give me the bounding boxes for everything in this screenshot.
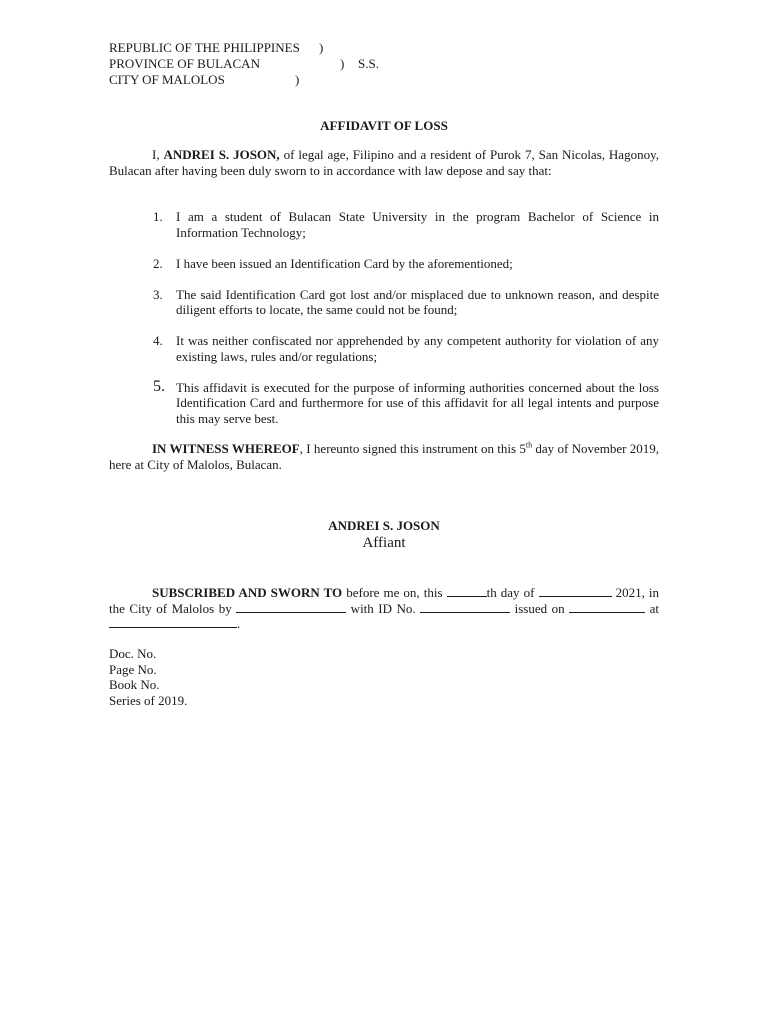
venue-line-city: CITY OF MALOLOS ) (109, 72, 300, 87)
series: Series of 2019. (109, 692, 188, 708)
venue-line-province: PROVINCE OF BULACAN ) S.S. (109, 56, 379, 71)
page-no: Page No. (109, 661, 157, 677)
jurat-paragraph: SUBSCRIBED AND SWORN TO before me on, this th day of 2021, in the City of Malolos by with ID No. issued on at . (109, 585, 660, 631)
statement-list (153, 209, 659, 442)
intro-paragraph: I, ANDREI S. JOSON, of legal age, Filipino and a resident of Purok 7, San Nicolas, Hagonoy, Bulacan after having been duly sworn to in accordance with law depose and say that: (109, 147, 659, 178)
signature-block (0, 518, 768, 552)
month-blank[interactable] (539, 585, 612, 597)
doc-no: Doc. No. (109, 646, 157, 661)
list-item: 4. It was neither confiscated nor apprehended by any competent authority for violation of any existing laws, rules and/or regulations; (153, 333, 659, 364)
venue-paren: ) (295, 72, 300, 87)
venue-paren: ) (319, 40, 324, 55)
affiant-label: Affiant (362, 534, 406, 551)
list-item: 1. I am a student of Bulacan State University in the program Bachelor of Science in Information Technology; (153, 209, 659, 240)
name-blank[interactable] (236, 601, 346, 613)
venue-paren: ) (340, 56, 345, 71)
issued-date-blank[interactable] (569, 601, 645, 613)
book-no: Book No. (109, 677, 160, 692)
venue-line-republic: REPUBLIC OF THE PHILIPPINES ) (109, 40, 324, 55)
list-item: 3. The said Identification Card got lost and/or misplaced due to unknown reason, and despite diligent efforts to locate, the same could not be found; (153, 286, 659, 317)
venue-ss: S.S. (358, 56, 379, 71)
document-title: AFFIDAVIT OF LOSS (320, 118, 448, 133)
issued-place-blank[interactable] (109, 616, 237, 628)
id-number-blank[interactable] (420, 601, 510, 613)
notary-register (109, 646, 187, 708)
affiant-name: ANDREI S. JOSON (328, 518, 440, 533)
venue-block (109, 40, 379, 88)
witness-paragraph: IN WITNESS WHEREOF, I hereunto signed this instrument on this 5th day of November 2019, here at City of Malolos, Bulacan. (109, 440, 660, 472)
list-item: 2. I have been issued an Identification Card by the aforementioned; (153, 255, 513, 271)
day-blank[interactable] (447, 585, 487, 597)
affiant-name-inline: ANDREI S. JOSON, (163, 147, 280, 162)
list-item: 5. This affidavit is executed for the purpose of informing authorities concerned about the loss Identification Card and furthermore for use of this affidavit for all legal intents and purpose this may serve best. (153, 377, 659, 426)
